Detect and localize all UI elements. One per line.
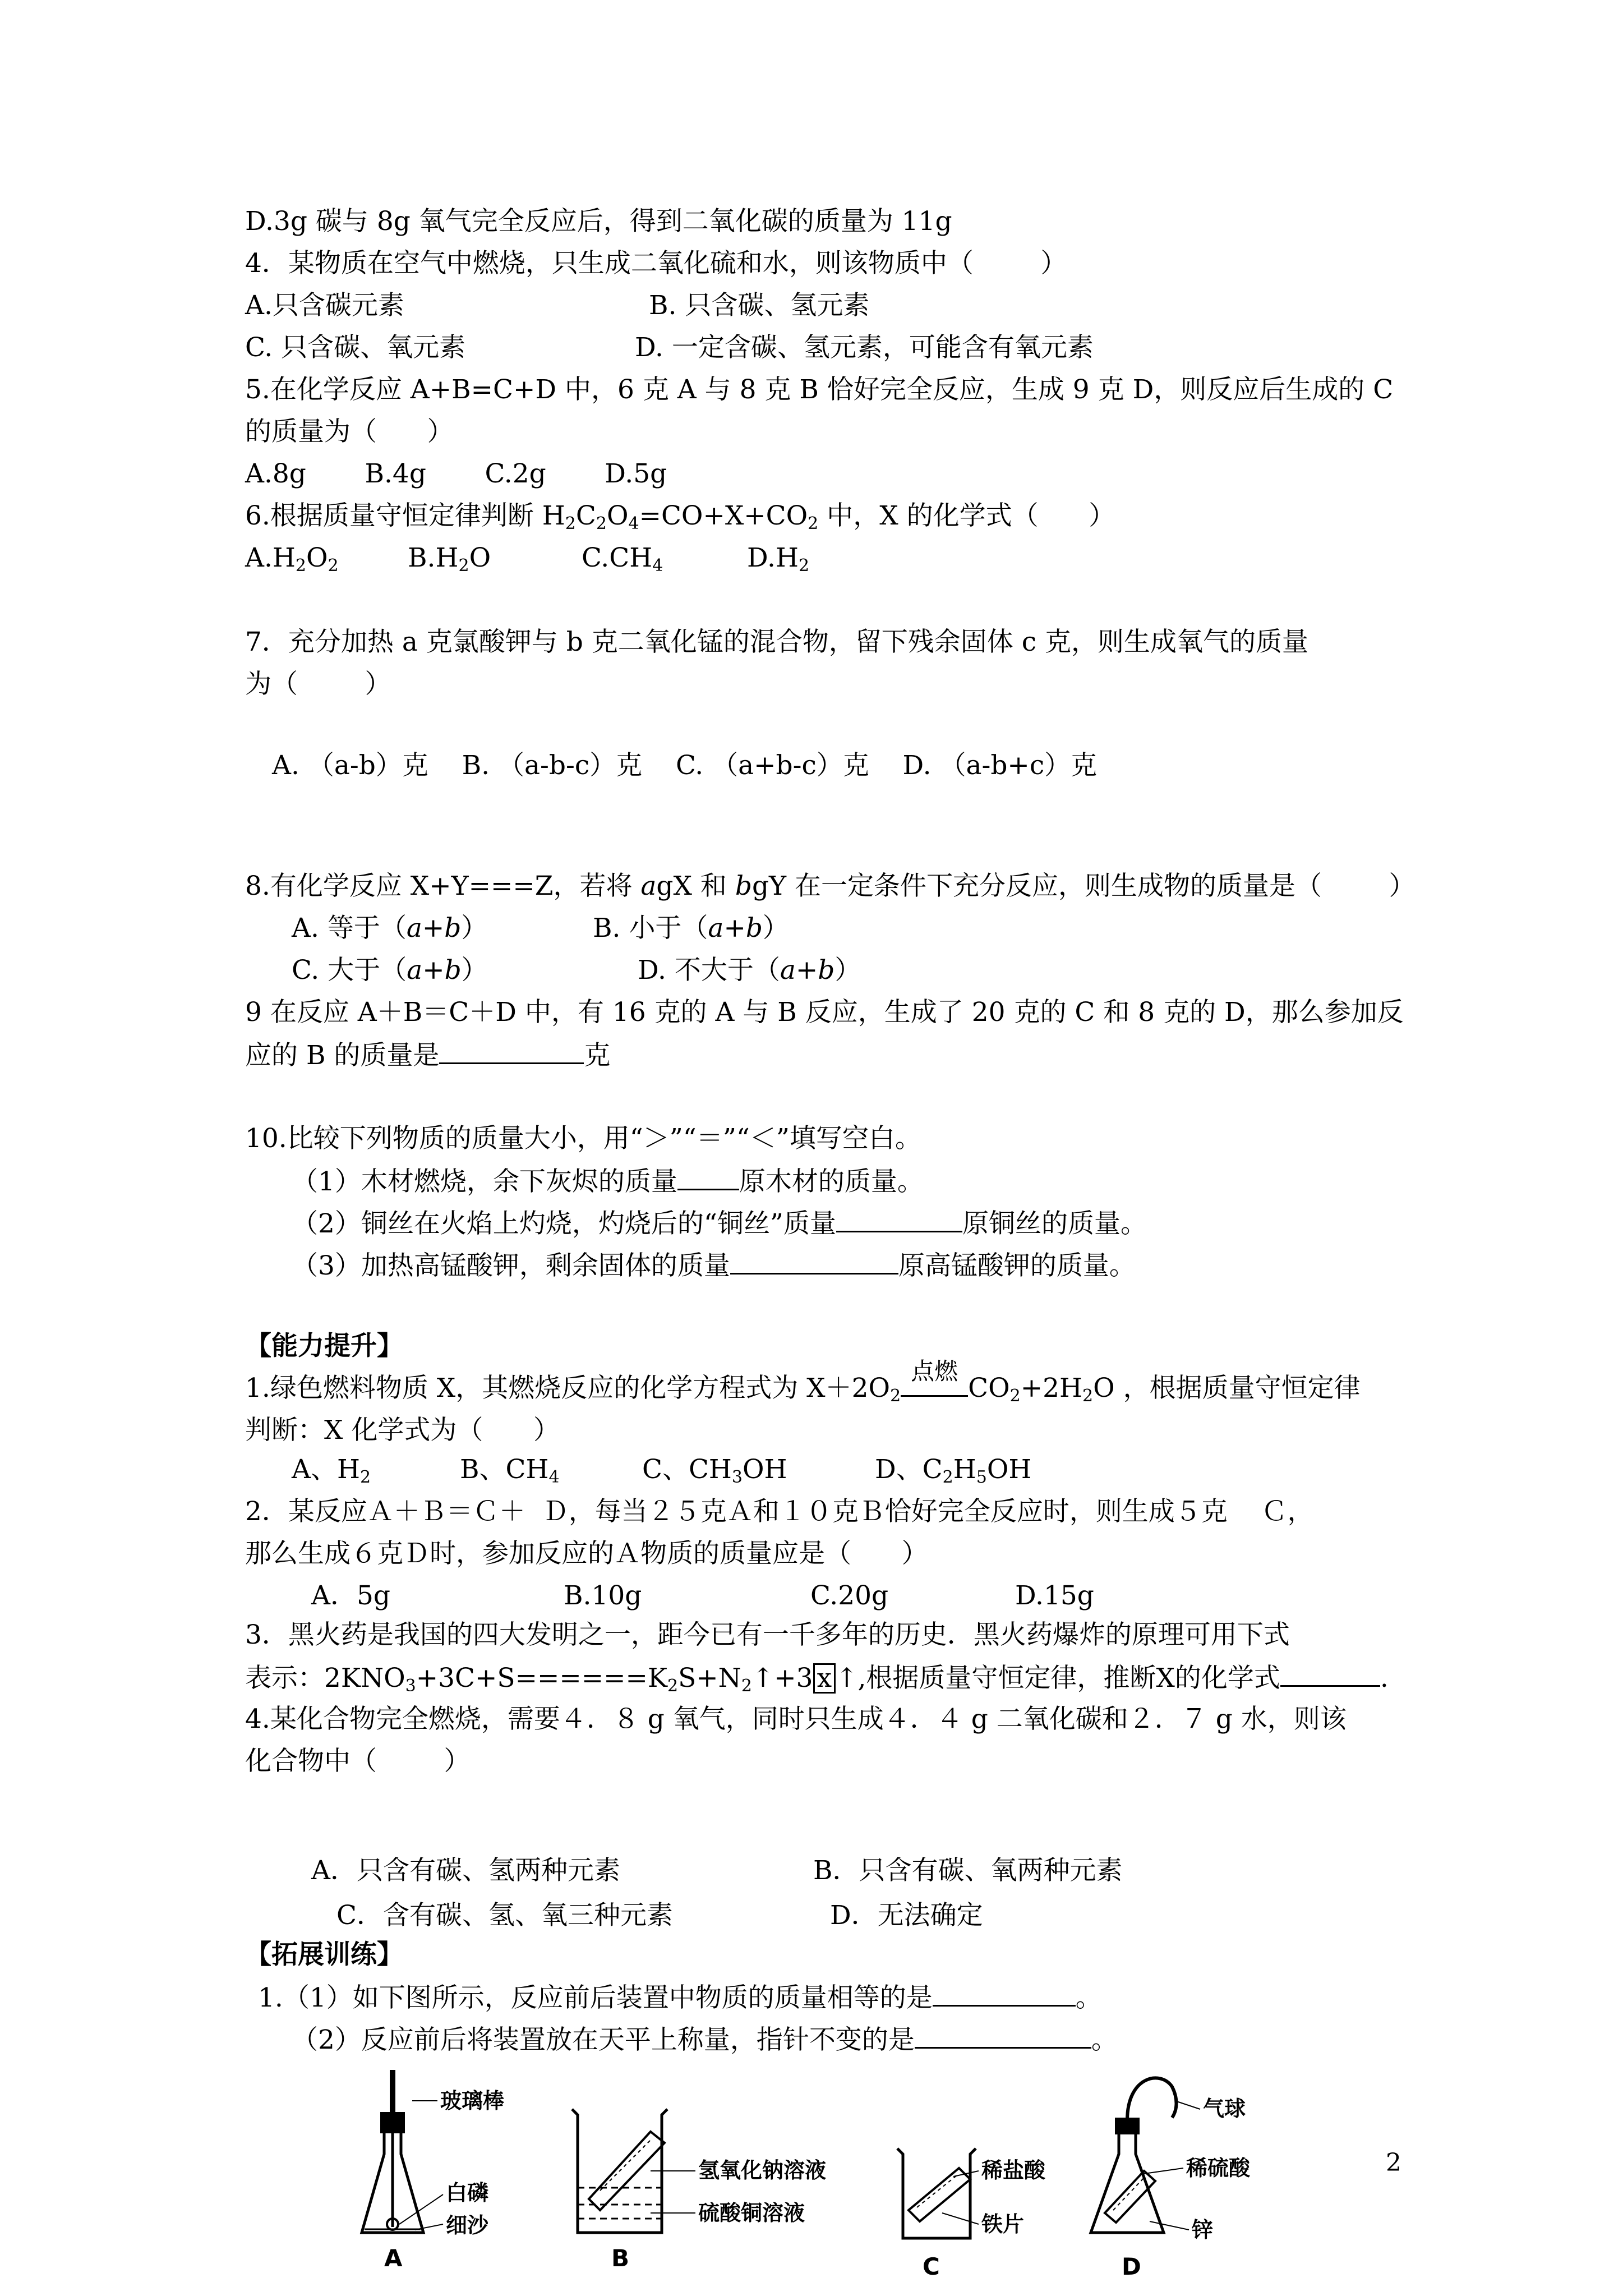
ability-q3-blank[interactable] <box>1280 1660 1380 1687</box>
q4-option-b: B. 只含碳、氢元素 <box>649 290 870 321</box>
question-5: 5.在化学反应 A+B=C+D 中，6 克 A 与 8 克 B 恰好完全反应，生成 9 克 D，则反应后生成的 C <box>245 374 1394 405</box>
apparatus-c <box>897 2148 1046 2280</box>
q10-blank-2[interactable] <box>836 1206 962 1232</box>
question-10: 10.比较下列物质的质量大小，用“＞”“＝”“＜”填写空白。 <box>245 1123 921 1154</box>
q10-item-2: （2）铜丝在火焰上灼烧，灼烧后的“铜丝”质量 原铜丝的质量。 <box>292 1206 1147 1241</box>
label-fine-sand: 细沙 <box>446 2213 489 2238</box>
line-option-d-q3: D.3g 碳与 8g 氧气完全反应后，得到二氧化碳的质量为 11g <box>245 206 952 237</box>
q8-option-a: A. 等于（ <box>292 913 407 944</box>
q8-option-c: C. 大于（ <box>292 955 407 986</box>
page-number: 2 <box>1386 2148 1401 2177</box>
label-a: A <box>384 2244 403 2272</box>
q8-option-d: D. 不大于（ <box>638 955 780 986</box>
question-4: 4．某物质在空气中燃烧，只生成二氧化硫和水，则该物质中（ ） <box>245 248 1067 279</box>
label-naoh-solution: 氢氧化钠溶液 <box>698 2158 827 2183</box>
apparatus-a <box>362 2070 504 2272</box>
label-iron-piece: 铁片 <box>981 2212 1025 2237</box>
ability-q2-options: A．5g B.10g C.20g D.15g <box>311 1580 1094 1611</box>
q6-option-a: A.H <box>245 542 296 573</box>
ability-q4-options-ab: A．只含有碳、氢两种元素 B．只含有碳、氧两种元素 <box>311 1855 1123 1886</box>
q5-options: A.8g B.4g C.2g D.5g <box>245 458 667 489</box>
q6-option-c: C.CH <box>582 542 653 573</box>
ability-q4-options-cd: C．含有碳、氢、氧三种元素 D．无法确定 <box>336 1900 983 1931</box>
label-dilute-hcl: 稀盐酸 <box>981 2158 1046 2183</box>
q4-option-d: D. 一定含碳、氢元素，可能含有氧元素 <box>635 332 1094 363</box>
q6-text-3: 中，X 的化学式（ ） <box>818 500 1115 531</box>
label-white-phosphorus: 白磷 <box>446 2180 489 2205</box>
q6-c: C <box>575 500 596 531</box>
apparatus-figure <box>336 2070 1290 2283</box>
extension-question-1: 1.（1）如下图所示，反应前后装置中物质的质量相等的是 。 <box>258 1980 1102 2015</box>
reaction-condition-arrow: 点燃 <box>901 1379 968 1397</box>
q10-item-3: （3）加热高锰酸钾，剩余固体的质量 原高锰酸钾的质量。 <box>292 1248 1136 1283</box>
q10-blank-1[interactable] <box>677 1164 739 1190</box>
label-dilute-h2so4: 稀硫酸 <box>1186 2156 1251 2180</box>
sub: 4 <box>628 514 639 533</box>
ability-question-3-cont: 表示：$2KNO_3+3C+S======K_2S+N_2↑+3$ x ↑,根据质量守恒定律，推断X的化学式 . <box>245 1660 1389 1695</box>
q6-o: O <box>606 500 629 531</box>
ability-question-1-cont: 判断：X 化学式为（ ） <box>245 1415 560 1446</box>
sub: 2 <box>565 514 576 533</box>
q10-item-1: （1）木材燃烧，余下灰烬的质量 原木材的质量。 <box>292 1164 924 1199</box>
label-glass-rod: 玻璃棒 <box>440 2088 505 2113</box>
q6-options: $A.H_2O_2$ $B.H_2O$ $C.CH_4$ $D.H_2$ <box>245 542 810 576</box>
q6-text-2: =CO+X+CO <box>639 500 808 531</box>
label-zinc: 锌 <box>1192 2217 1214 2242</box>
sub: 2 <box>596 514 607 533</box>
q6-text-1: 6.根据质量守恒定律判断 H <box>245 500 565 531</box>
question-6 <box>245 499 1115 533</box>
question-8: 8.有化学反应 X+Y===Z，若将 agX 和 bgY 在一定条件下充分反应，则生成物的质量是（ ） <box>245 871 1415 901</box>
section-extension: 【拓展训练】 <box>245 1939 403 1970</box>
q8-option-b: B. 小于（ <box>593 913 708 944</box>
q4-options-cd <box>245 331 1094 365</box>
q10-blank-3[interactable] <box>730 1248 898 1274</box>
sub: 2 <box>808 514 819 533</box>
label-c: C <box>923 2253 940 2280</box>
ability-question-2-cont: 那么生成６克Ｄ时，参加反应的Ａ物质的质量应是（ ） <box>245 1538 928 1569</box>
q4-option-c: C. 只含碳、氧元素 <box>245 332 466 363</box>
question-9: 9 在反应 A＋B＝C＋D 中，有 16 克的 A 与 B 反应，生成了 20 克的 C 和 8 克的 D，那么参加反 <box>245 997 1404 1028</box>
section-ability: 【能力提升】 <box>245 1331 403 1361</box>
q4-options-ab <box>245 289 870 323</box>
q6-option-d: D.H <box>747 542 799 573</box>
q8-options-ab: A. 等于（a+b） B. 小于（a+b） <box>292 913 789 944</box>
label-cuso4-solution: 硫酸铜溶液 <box>698 2201 805 2225</box>
question-7: 7．充分加热 a 克氯酸钾与 b 克二氧化锰的混合物，留下残余固体 c 克，则生成氧气的质量 <box>245 627 1308 657</box>
extension-question-1-2: （2）反应前后将装置放在天平上称量，指针不变的是 。 <box>292 2022 1118 2057</box>
q4-option-a: A.只含碳元素 <box>245 290 404 321</box>
label-balloon: 气球 <box>1203 2096 1246 2121</box>
extension-blank-2[interactable] <box>915 2022 1091 2049</box>
question-5-cont: 的质量为（ ） <box>245 416 454 447</box>
label-b: B <box>611 2244 630 2272</box>
ability-question-4: 4.某化合物完全燃烧，需要４．８ g 氧气，同时只生成４．４ g 二氧化碳和２．７ g 水，则该 <box>245 1704 1347 1734</box>
ability-question-4-cont: 化合物中（ ） <box>245 1746 471 1777</box>
q9-answer-blank[interactable] <box>439 1038 584 1064</box>
question-9-cont: 应的 B 的质量是 克 <box>245 1038 610 1073</box>
q6-option-b: B.H <box>408 542 459 573</box>
question-7-cont: 为（ ） <box>245 669 391 700</box>
ability-question-3: 3．黑火药是我国的四大发明之一，距今已有一千多年的历史．黑火药爆炸的原理可用下式 <box>245 1619 1290 1650</box>
ability-question-1: 1.绿色燃料物质 X，其燃烧反应的化学方程式为 $X+2O_2$ 点燃 $CO_2+2H_2O$ ，根据质量守恒定律 <box>245 1358 1361 1406</box>
apparatus-d <box>1091 2078 1251 2280</box>
ability-q1-options: A、$H_2$ B、$CH_4$ C、$CH_3OH$ D、$C_2H_5OH$ <box>292 1454 1032 1487</box>
extension-blank-1[interactable] <box>933 1980 1076 2007</box>
q7-options: A. （a-b）克 B. （a-b-c）克 C. （a+b-c）克 D. （a-b+c）克 <box>272 750 1098 781</box>
apparatus-b <box>572 2109 826 2272</box>
ability-question-2: 2．某反应Ａ＋Ｂ＝Ｃ＋ Ｄ，每当２５克Ａ和１０克Ｂ恰好完全反应时，则生成５克 Ｃ， <box>245 1496 1314 1527</box>
label-d: D <box>1122 2253 1141 2280</box>
q8-options-cd: C. 大于（a+b） D. 不大于（a+b） <box>292 955 861 986</box>
